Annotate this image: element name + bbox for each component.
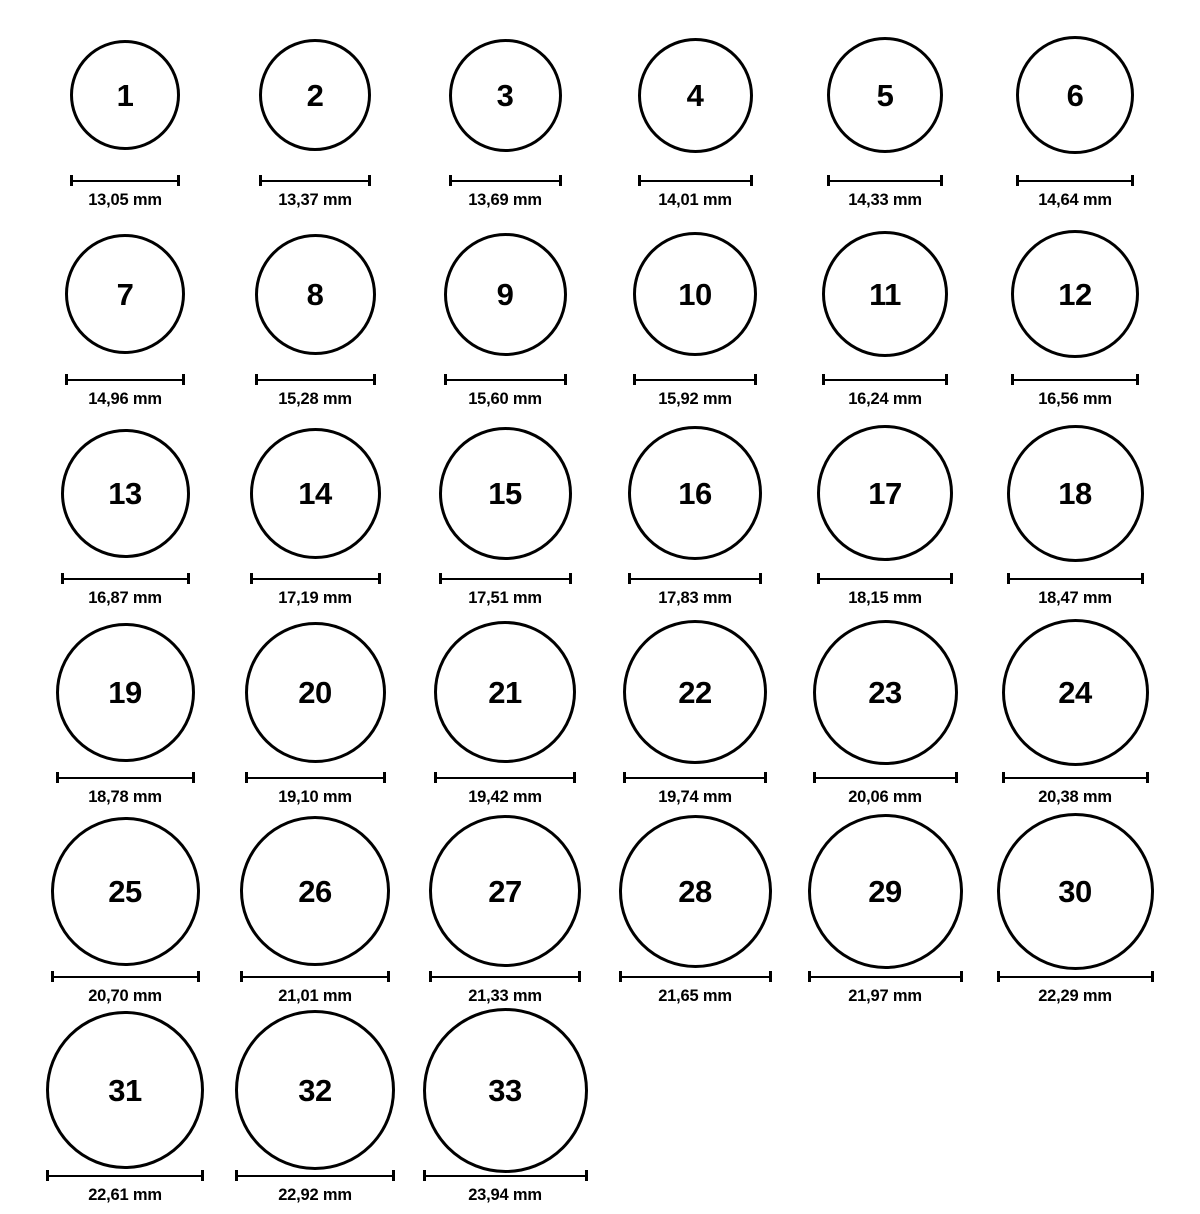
diameter-measure-bar <box>439 572 572 584</box>
diameter-label: 18,78 mm <box>88 788 162 806</box>
ring-circle <box>633 232 757 356</box>
ring-circle <box>255 234 376 355</box>
ring-size-number: 11 <box>869 276 901 312</box>
diameter-measure-bar <box>1016 174 1134 186</box>
diameter-label: 17,19 mm <box>278 589 352 607</box>
measure-line <box>997 976 1154 978</box>
diameter-measure-bar <box>56 771 195 783</box>
measure-line <box>423 1175 588 1177</box>
ring-size-cell <box>980 219 1170 418</box>
diameter-label: 13,69 mm <box>468 191 542 209</box>
diameter-label: 16,87 mm <box>88 589 162 607</box>
measure-endcaps <box>235 1170 395 1181</box>
measure-endcaps <box>51 971 200 982</box>
ring-size-cell <box>30 219 220 418</box>
ring-size-number: 8 <box>306 276 324 312</box>
ring-size-number: 32 <box>298 1072 332 1108</box>
measure-line <box>1007 578 1144 580</box>
measure-line <box>638 180 753 182</box>
diameter-measure-bar <box>255 373 376 385</box>
ring-size-cell <box>600 816 790 1015</box>
ring-circle-wrap <box>628 418 762 568</box>
ring-circle-wrap <box>817 418 953 568</box>
diameter-measure-bar <box>813 771 958 783</box>
measure-line <box>623 777 767 779</box>
ring-circle-wrap <box>250 418 381 568</box>
diameter-label: 20,06 mm <box>848 788 922 806</box>
ring-circle-wrap <box>633 219 757 369</box>
diameter-measure-bar <box>444 373 567 385</box>
diameter-measure-bar <box>51 970 200 982</box>
ring-size-number: 29 <box>868 873 902 909</box>
ring-circle-wrap <box>70 20 180 170</box>
ring-circle <box>813 620 958 765</box>
ring-size-cell <box>410 20 600 219</box>
measure-endcaps <box>240 971 390 982</box>
diameter-measure-bar <box>808 970 963 982</box>
ring-circle-wrap <box>822 219 948 369</box>
ring-circle <box>1007 425 1144 562</box>
ring-size-number: 26 <box>298 873 332 909</box>
measure-endcaps <box>1011 374 1139 385</box>
ring-circle-wrap <box>245 617 386 767</box>
measure-line <box>633 379 757 381</box>
ring-circle <box>250 428 381 559</box>
ring-size-cell <box>30 1015 220 1214</box>
diameter-measure-bar <box>423 1169 588 1181</box>
diameter-measure-bar <box>235 1169 395 1181</box>
measure-line <box>822 379 948 381</box>
diameter-measure-bar <box>259 174 371 186</box>
measure-endcaps <box>255 374 376 385</box>
ring-circle-wrap <box>1002 617 1149 767</box>
diameter-label: 21,33 mm <box>468 987 542 1005</box>
ring-size-number: 17 <box>868 475 902 511</box>
ring-circle <box>56 623 195 762</box>
ring-size-cell <box>600 418 790 617</box>
ring-circle <box>808 814 963 969</box>
ring-size-number: 22 <box>678 674 712 710</box>
measure-endcaps <box>449 175 562 186</box>
ring-size-number: 15 <box>488 475 522 511</box>
measure-line <box>449 180 562 182</box>
ring-circle-wrap <box>1016 20 1134 170</box>
diameter-label: 14,96 mm <box>88 390 162 408</box>
diameter-label: 13,05 mm <box>88 191 162 209</box>
ring-circle-wrap <box>638 20 753 170</box>
measure-endcaps <box>259 175 371 186</box>
ring-size-number: 20 <box>298 674 332 710</box>
diameter-measure-bar <box>619 970 772 982</box>
measure-line <box>619 976 772 978</box>
diameter-measure-bar <box>61 572 190 584</box>
measure-endcaps <box>628 573 762 584</box>
measure-endcaps <box>56 772 195 783</box>
ring-circle <box>61 429 190 558</box>
diameter-measure-bar <box>449 174 562 186</box>
measure-line <box>61 578 190 580</box>
ring-circle <box>235 1010 395 1170</box>
measure-endcaps <box>46 1170 204 1181</box>
ring-size-cell <box>410 1015 600 1214</box>
measure-endcaps <box>439 573 572 584</box>
diameter-measure-bar <box>623 771 767 783</box>
ring-circle <box>439 427 572 560</box>
ring-circle-wrap <box>434 617 576 767</box>
ring-circle <box>1011 230 1139 358</box>
measure-endcaps <box>822 374 948 385</box>
ring-size-cell <box>600 617 790 816</box>
measure-endcaps <box>638 175 753 186</box>
measure-endcaps <box>429 971 581 982</box>
ring-circle-wrap <box>619 816 772 966</box>
ring-size-number: 6 <box>1066 77 1084 113</box>
measure-endcaps <box>1016 175 1134 186</box>
ring-size-cell <box>790 20 980 219</box>
ring-circle-wrap <box>429 816 581 966</box>
diameter-measure-bar <box>1007 572 1144 584</box>
ring-size-number: 30 <box>1058 873 1092 909</box>
diameter-measure-bar <box>240 970 390 982</box>
measure-line <box>235 1175 395 1177</box>
measure-line <box>56 777 195 779</box>
diameter-label: 22,92 mm <box>278 1186 352 1204</box>
ring-size-cell <box>220 219 410 418</box>
ring-circle-wrap <box>51 816 200 966</box>
measure-line <box>240 976 390 978</box>
diameter-measure-bar <box>70 174 180 186</box>
diameter-label: 23,94 mm <box>468 1186 542 1204</box>
measure-line <box>628 578 762 580</box>
ring-circle <box>1002 619 1149 766</box>
ring-circle <box>623 620 767 764</box>
ring-circle-wrap <box>423 1015 588 1165</box>
diameter-label: 22,61 mm <box>88 1186 162 1204</box>
measure-line <box>444 379 567 381</box>
diameter-label: 15,92 mm <box>658 390 732 408</box>
ring-size-number: 24 <box>1058 674 1092 710</box>
diameter-measure-bar <box>250 572 381 584</box>
ring-size-number: 28 <box>678 873 712 909</box>
diameter-label: 17,83 mm <box>658 589 732 607</box>
ring-circle-wrap <box>56 617 195 767</box>
ring-circle <box>822 231 948 357</box>
measure-line <box>813 777 958 779</box>
ring-circle <box>240 816 390 966</box>
measure-line <box>65 379 185 381</box>
measure-line <box>434 777 576 779</box>
diameter-measure-bar <box>822 373 948 385</box>
ring-size-cell <box>600 219 790 418</box>
diameter-label: 15,28 mm <box>278 390 352 408</box>
measure-line <box>51 976 200 978</box>
measure-line <box>250 578 381 580</box>
ring-circle-wrap <box>235 1015 395 1165</box>
ring-size-number: 4 <box>686 77 704 113</box>
ring-size-number: 25 <box>108 873 142 909</box>
measure-endcaps <box>250 573 381 584</box>
diameter-label: 14,33 mm <box>848 191 922 209</box>
measure-endcaps <box>808 971 963 982</box>
ring-size-cell <box>980 816 1170 1015</box>
measure-line <box>429 976 581 978</box>
measure-line <box>245 777 386 779</box>
ring-size-number: 7 <box>116 276 134 312</box>
measure-endcaps <box>813 772 958 783</box>
measure-endcaps <box>423 1170 588 1181</box>
ring-circle-wrap <box>1011 219 1139 369</box>
ring-size-cell <box>790 219 980 418</box>
ring-circle-wrap <box>439 418 572 568</box>
ring-circle <box>619 815 772 968</box>
ring-circle-wrap <box>61 418 190 568</box>
diameter-label: 20,70 mm <box>88 987 162 1005</box>
ring-circle <box>429 815 581 967</box>
diameter-label: 16,24 mm <box>848 390 922 408</box>
diameter-label: 14,01 mm <box>658 191 732 209</box>
measure-line <box>439 578 572 580</box>
ring-size-cell <box>30 20 220 219</box>
ring-circle-wrap <box>65 219 185 369</box>
ring-size-cell <box>220 20 410 219</box>
diameter-measure-bar <box>1011 373 1139 385</box>
ring-circle <box>245 622 386 763</box>
diameter-measure-bar <box>827 174 943 186</box>
measure-line <box>259 180 371 182</box>
ring-circle <box>51 817 200 966</box>
measure-endcaps <box>65 374 185 385</box>
ring-circle <box>827 37 943 153</box>
ring-circle <box>638 38 753 153</box>
ring-size-cell <box>980 20 1170 219</box>
ring-circle <box>434 621 576 763</box>
measure-endcaps <box>434 772 576 783</box>
ring-size-cell <box>980 418 1170 617</box>
ring-circle-wrap <box>1007 418 1144 568</box>
ring-circle <box>70 40 180 150</box>
diameter-label: 21,01 mm <box>278 987 352 1005</box>
ring-size-cell <box>220 1015 410 1214</box>
ring-size-number: 33 <box>488 1072 522 1108</box>
ring-size-number: 16 <box>678 475 712 511</box>
diameter-measure-bar <box>1002 771 1149 783</box>
ring-size-cell <box>600 20 790 219</box>
measure-endcaps <box>61 573 190 584</box>
ring-circle <box>1016 36 1134 154</box>
measure-endcaps <box>633 374 757 385</box>
diameter-label: 16,56 mm <box>1038 390 1112 408</box>
diameter-label: 14,64 mm <box>1038 191 1112 209</box>
measure-endcaps <box>623 772 767 783</box>
diameter-label: 18,47 mm <box>1038 589 1112 607</box>
measure-line <box>827 180 943 182</box>
ring-size-number: 23 <box>868 674 902 710</box>
ring-size-number: 1 <box>116 77 134 113</box>
diameter-label: 13,37 mm <box>278 191 352 209</box>
ring-size-number: 18 <box>1058 475 1092 511</box>
ring-size-number: 9 <box>496 276 514 312</box>
ring-circle-wrap <box>240 816 390 966</box>
measure-endcaps <box>1002 772 1149 783</box>
ring-size-cell <box>410 418 600 617</box>
measure-line <box>1011 379 1139 381</box>
ring-size-cell <box>220 418 410 617</box>
diameter-measure-bar <box>628 572 762 584</box>
diameter-label: 19,74 mm <box>658 788 732 806</box>
measure-line <box>808 976 963 978</box>
ring-circle <box>259 39 371 151</box>
measure-endcaps <box>827 175 943 186</box>
ring-circle-wrap <box>813 617 958 767</box>
diameter-label: 21,65 mm <box>658 987 732 1005</box>
ring-size-cell <box>30 617 220 816</box>
diameter-label: 18,15 mm <box>848 589 922 607</box>
ring-circle-wrap <box>827 20 943 170</box>
measure-endcaps <box>1007 573 1144 584</box>
diameter-measure-bar <box>245 771 386 783</box>
ring-circle <box>817 425 953 561</box>
ring-circle <box>46 1011 204 1169</box>
ring-circle <box>997 813 1154 970</box>
ring-size-cell <box>220 617 410 816</box>
ring-size-number: 19 <box>108 674 142 710</box>
ring-circle <box>65 234 185 354</box>
ring-size-cell <box>220 816 410 1015</box>
measure-line <box>70 180 180 182</box>
ring-size-number: 13 <box>108 475 142 511</box>
measure-endcaps <box>444 374 567 385</box>
diameter-measure-bar <box>633 373 757 385</box>
ring-size-number: 2 <box>306 77 324 113</box>
diameter-label: 22,29 mm <box>1038 987 1112 1005</box>
ring-circle-wrap <box>623 617 767 767</box>
ring-size-cell <box>790 617 980 816</box>
measure-line <box>1002 777 1149 779</box>
measure-line <box>817 578 953 580</box>
ring-size-number: 3 <box>496 77 514 113</box>
diameter-measure-bar <box>434 771 576 783</box>
diameter-measure-bar <box>638 174 753 186</box>
diameter-label: 15,60 mm <box>468 390 542 408</box>
ring-size-number: 12 <box>1058 276 1092 312</box>
diameter-measure-bar <box>817 572 953 584</box>
ring-circle <box>449 39 562 152</box>
ring-size-cell <box>30 816 220 1015</box>
ring-size-cell <box>410 219 600 418</box>
diameter-measure-bar <box>429 970 581 982</box>
ring-size-grid <box>30 20 1170 1214</box>
ring-size-cell <box>790 816 980 1015</box>
ring-size-number: 10 <box>678 276 712 312</box>
measure-endcaps <box>245 772 386 783</box>
diameter-measure-bar <box>997 970 1154 982</box>
ring-size-cell <box>980 617 1170 816</box>
ring-circle-wrap <box>444 219 567 369</box>
measure-endcaps <box>997 971 1154 982</box>
ring-circle <box>628 426 762 560</box>
ring-circle-wrap <box>997 816 1154 966</box>
diameter-label: 21,97 mm <box>848 987 922 1005</box>
measure-endcaps <box>70 175 180 186</box>
ring-size-number: 5 <box>876 77 894 113</box>
diameter-label: 19,42 mm <box>468 788 542 806</box>
measure-line <box>255 379 376 381</box>
ring-circle-wrap <box>808 816 963 966</box>
diameter-label: 17,51 mm <box>468 589 542 607</box>
ring-circle-wrap <box>259 20 371 170</box>
measure-endcaps <box>817 573 953 584</box>
diameter-measure-bar <box>65 373 185 385</box>
ring-size-cell <box>410 816 600 1015</box>
ring-size-cell <box>30 418 220 617</box>
ring-circle-wrap <box>449 20 562 170</box>
measure-line <box>46 1175 204 1177</box>
ring-size-cell <box>410 617 600 816</box>
diameter-measure-bar <box>46 1169 204 1181</box>
measure-line <box>1016 180 1134 182</box>
ring-size-number: 31 <box>108 1072 142 1108</box>
ring-size-number: 27 <box>488 873 522 909</box>
diameter-label: 20,38 mm <box>1038 788 1112 806</box>
diameter-label: 19,10 mm <box>278 788 352 806</box>
ring-circle-wrap <box>46 1015 204 1165</box>
ring-size-number: 21 <box>488 674 522 710</box>
ring-size-number: 14 <box>298 475 332 511</box>
measure-endcaps <box>619 971 772 982</box>
ring-circle <box>444 233 567 356</box>
ring-circle <box>423 1008 588 1173</box>
ring-circle-wrap <box>255 219 376 369</box>
ring-size-cell <box>790 418 980 617</box>
